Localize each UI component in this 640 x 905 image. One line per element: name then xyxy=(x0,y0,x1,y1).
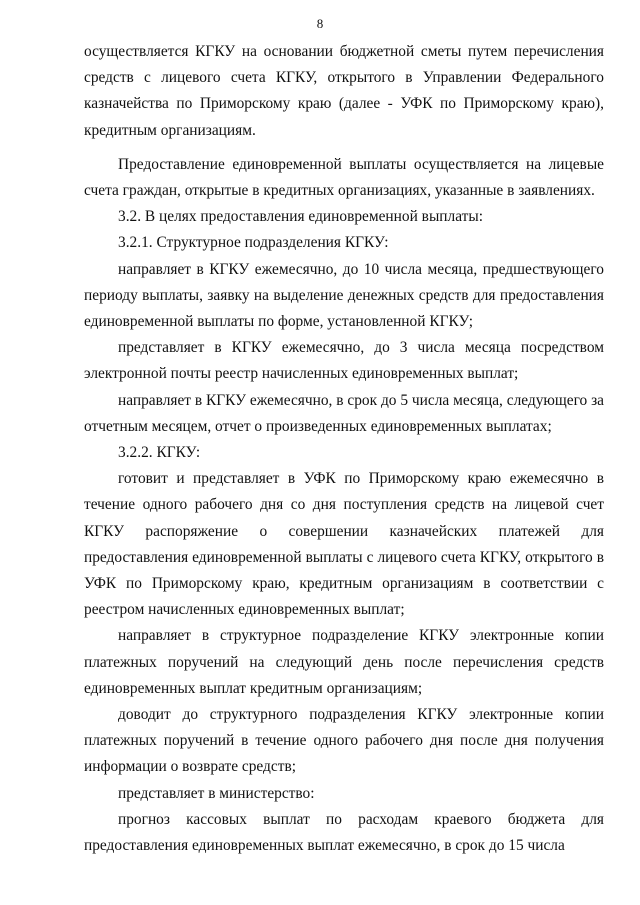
paragraph-8: 3.2.2. КГКУ: xyxy=(118,444,201,462)
paragraph-6: представляет в КГКУ ежемесячно, до 3 числа месяца посредством электронной почты реестр начисленных единовременных выплат; xyxy=(84,339,604,383)
page-number: 8 xyxy=(316,16,324,31)
paragraph-3: 3.2. В целях предоставления единовременной выплаты: xyxy=(118,208,483,226)
paragraph-5: направляет в КГКУ ежемесячно, до 10 числа месяца, предшествующего периоду выплаты, заявку на выделение денежных средств для предоставления единовременной выплаты по форме, установленной КГКУ; xyxy=(84,260,604,331)
paragraph-7: направляет в КГКУ ежемесячно, в срок до 5 числа месяца, следующего за отчетным месяцем, отчет о произведенных единовременных выплатах; xyxy=(84,391,604,435)
paragraph-11: доводит до структурного подразделения КГКУ электронные копии платежных поручений в течение одного рабочего дня после дня получения информации о возврате средств; xyxy=(84,706,604,776)
paragraph-10: направляет в структурное подразделение КГКУ электронные копии платежных поручений на следующий день после перечисления средств единовременных выплат кредитным организациям; xyxy=(84,627,604,697)
paragraph-13: прогноз кассовых выплат по расходам краевого бюджета для предоставления единовременных выплат ежемесячно, в срок до 15 числа xyxy=(84,810,604,855)
paragraph-12: представляет в министерство: xyxy=(118,784,315,802)
document-body xyxy=(84,39,604,859)
paragraph-4: 3.2.1. Структурное подразделения КГКУ: xyxy=(118,234,389,252)
paragraph-9: готовит и представляет в УФК по Приморскому краю ежемесячно в течение одного рабочего дня со дня поступления средств на лицевой счет КГКУ распоряжение о совершении казначейских платежей для предоставления единовременной выплаты с лицевого счета КГКУ, открытого в УФК по Приморскому краю, кредитным организациям в соответствии с реестром начисленных единовременных выплат; xyxy=(84,470,604,619)
paragraph-2: Предоставление единовременной выплаты осуществляется на лицевые счета граждан, открытые в кредитных организациях, указанные в заявлениях. xyxy=(84,155,604,200)
paragraph-1: осуществляется КГКУ на основании бюджетной сметы путем перечисления средств с лицевого счета КГКУ, открытого в Управлении Федерального казначейства по Приморскому краю (далее - УФК по Приморскому краю), кредитным организациям. xyxy=(84,43,604,139)
